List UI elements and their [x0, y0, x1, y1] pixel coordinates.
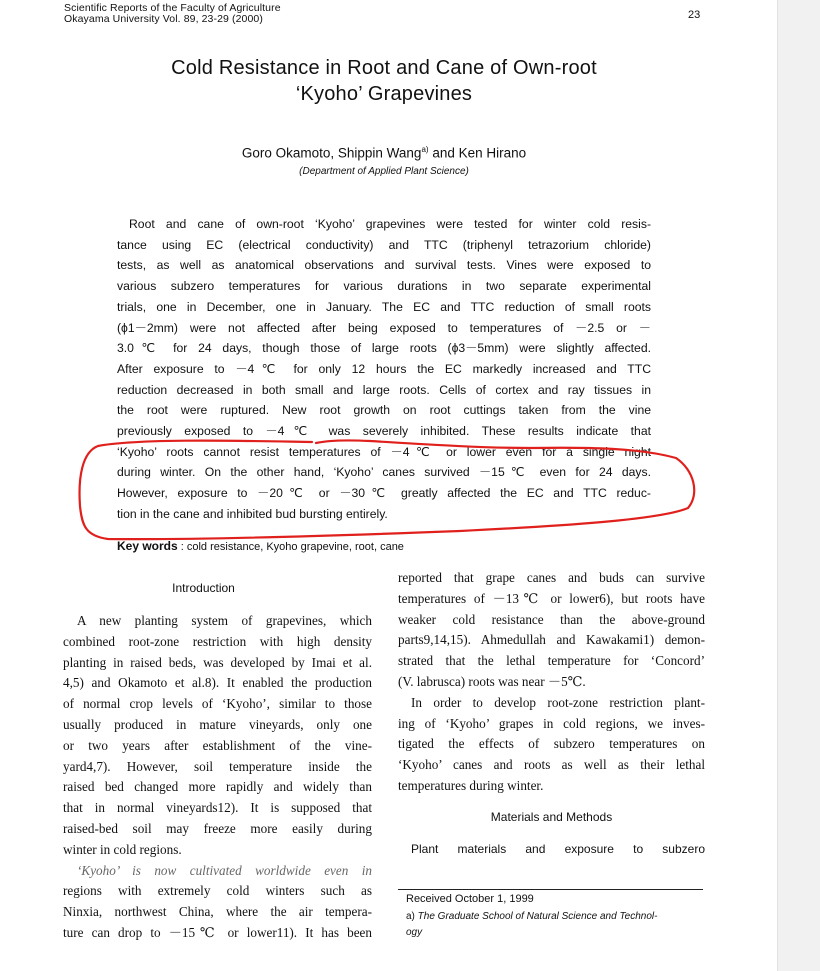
received-date: Received October 1, 1999: [406, 893, 534, 905]
page-number: 23: [688, 9, 701, 21]
abstract-line: the root were ruptured. New root growth on root cuttings taken from the vine: [117, 403, 651, 418]
body-line: ture can drop to －15℃ or lower11). It has been: [63, 924, 372, 940]
keywords-text: : cold resistance, Kyoho grapevine, root, cane: [177, 541, 404, 553]
journal-header: [64, 3, 281, 25]
author-affiliation-mark: a): [421, 145, 429, 154]
journal-name: Scientific Reports of the Faculty of Agriculture: [64, 2, 281, 14]
title-line-2: ‘Kyoho’ Grapevines: [295, 83, 473, 105]
body-line: tigated the effects of subzero temperatures on: [398, 736, 705, 752]
abstract-line: various subzero temperatures for various durations in two separate experimental: [117, 279, 651, 294]
body-line: temperatures during winter.: [398, 777, 544, 793]
keywords: [117, 539, 404, 553]
body-line: regions with extremely cold winters such as: [63, 883, 372, 899]
introduction-heading: Introduction: [172, 581, 235, 595]
right-column-body: [398, 568, 705, 797]
abstract-line: After exposure to －4℃ for only 12 hours the EC markedly increased and TTC: [117, 361, 651, 376]
body-line: winter in cold regions.: [63, 841, 182, 857]
abstract-line: 3.0℃ for 24 days, though those of large roots (ϕ3－5mm) were slightly affected.: [117, 341, 651, 356]
body-line: temperatures of －13℃ or lower6), but roots have: [398, 590, 705, 606]
abstract-line: previously exposed to －4℃ was severely inhibited. These results indicate that: [117, 424, 651, 439]
introduction-body: [63, 611, 372, 944]
keywords-label: Key words: [117, 539, 178, 553]
body-line: parts9,14,15). Ahmedullah and Kawakami1) demon-: [398, 632, 705, 648]
affiliation-text: The Graduate School of Natural Science and Technol-: [417, 911, 658, 922]
author-list: [64, 145, 704, 161]
body-line: combined root-zone restriction with high density: [63, 633, 372, 649]
abstract-line: during winter. On the other hand, ‘Kyoho’ canes survived －15℃ even for 24 days.: [117, 465, 651, 480]
abstract-line: tion in the cane and inhibited bud bursting entirely.: [117, 506, 388, 521]
materials-methods-heading: Materials and Methods: [490, 810, 613, 824]
authors-last: and Ken Hirano: [428, 145, 527, 161]
body-line: strated that the lethal temperature for ‘Concord’: [398, 653, 705, 669]
body-line: reported that grape canes and buds can survive: [398, 570, 705, 585]
abstract-line: ‘Kyoho’ roots cannot resist temperatures of －4℃ or lower even for a single night: [117, 444, 651, 459]
abstract-line: (ϕ1－2mm) were not affected after being exposed to temperatures of －2.5 or －: [117, 320, 651, 335]
body-line: planting in raised beds, was developed by Imai et al.: [63, 654, 372, 670]
body-line: that in normal vineyards12). It is supposed that: [63, 800, 372, 816]
body-line: raised bed changed more rapidly and widely than: [63, 779, 372, 795]
journal-volume: Okayama University Vol. 89, 23-29 (2000): [64, 13, 263, 25]
abstract-line: tests, as well as anatomical observations and survival tests. Vines were exposed to: [117, 258, 651, 273]
body-line: ‘Kyoho’ is now cultivated worldwide even in: [77, 862, 372, 878]
abstract-line: trials, one in December, one in January. The EC and TTC reduction of small roots: [117, 299, 651, 314]
affiliation-mark: a): [406, 911, 418, 922]
body-line: (V. labrusca) roots was near －5℃.: [398, 673, 586, 689]
body-line: ing of ‘Kyoho’ grapes in cold regions, we inves-: [398, 715, 705, 731]
title-line-1: Cold Resistance in Root and Cane of Own-root: [171, 57, 597, 79]
abstract-line: reduction decreased in both small and large roots. Cells of cortex and ray tissues in: [117, 382, 651, 397]
body-line: yard4,7). However, soil temperature inside the: [63, 758, 372, 774]
body-line: raised-bed soil may freeze more easily during: [63, 820, 372, 836]
body-line: weaker cold resistance than the above-ground: [398, 611, 705, 627]
plant-materials-subheading: Plant materials and exposure to subzero: [411, 842, 705, 856]
authors-main: Goro Okamoto, Shippin Wang: [241, 145, 422, 161]
affiliation-text-cont: ogy: [406, 927, 423, 938]
viewer-scroll-gutter[interactable]: [777, 0, 820, 971]
body-line: or two years after establishment of the vine-: [63, 737, 372, 753]
abstract-line: Root and cane of own-root ‘Kyoho’ grapevines were tested for winter cold resis-: [129, 217, 651, 231]
footnote-rule: [398, 889, 703, 890]
affiliation-footnote: [406, 909, 706, 941]
body-line: ‘Kyoho’ canes and roots as well as their lethal: [398, 757, 705, 773]
abstract-line: However, exposure to －20℃ or －30℃ greatly affected the EC and TTC reduc-: [117, 486, 651, 501]
body-line: 4,5) and Okamoto et al.8). It enabled the production: [63, 675, 372, 691]
body-line: of normal crop levels of ‘Kyoho’, similar to those: [63, 696, 372, 712]
body-line: Ninxia, northwest China, where the air tempera-: [63, 904, 372, 920]
paper-title: [64, 55, 704, 107]
abstract: [117, 214, 651, 525]
body-line: A new planting system of grapevines, which: [77, 613, 372, 628]
body-line: usually produced in mature vineyards, only one: [63, 716, 372, 732]
body-line: In order to develop root-zone restriction plant-: [411, 694, 705, 710]
department: (Department of Applied Plant Science): [299, 166, 469, 177]
abstract-line: tance using EC (electrical conductivity) and TTC (triphenyl tetrazorium chloride): [117, 237, 651, 252]
